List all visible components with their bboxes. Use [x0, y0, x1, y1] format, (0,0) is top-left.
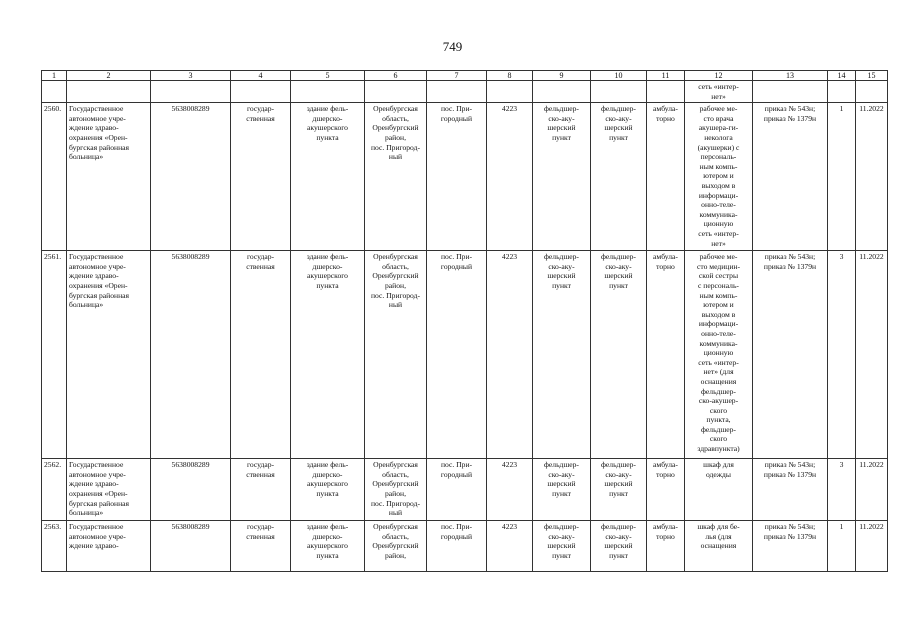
settlement-cell: пос. При- городный: [427, 521, 487, 572]
unit-cell: фельдшер- ско-аку- шерский пункт: [533, 103, 591, 251]
settlement-cell: пос. При- городный: [427, 459, 487, 521]
order-cell: приказ № 543н; приказ № 1379н: [753, 459, 828, 521]
unit-type-cell: фельдшер- ско-аку- шерский пункт: [591, 103, 647, 251]
quantity-cell: 3: [828, 251, 856, 459]
ownership-cell: государ- ственная: [231, 459, 291, 521]
equipment-cell: рабочее ме- сто медицин- ской сестры с персональ- ным компь- ютером и выходом в информаци- онно-теле- коммуника- ционную сеть «интер- нет» (для оснащения фельдшер- ско-акушер- ского пункта, фельдшер- ского здравпункта): [685, 251, 753, 459]
settlement-cell: пос. При- городный: [427, 251, 487, 459]
column-number: 5: [291, 71, 365, 81]
column-number: 12: [685, 71, 753, 81]
order-cell: приказ № 543н; приказ № 1379н: [753, 521, 828, 572]
address-cell: Оренбургская область, Оренбургский район,: [365, 521, 427, 572]
unit-type-cell: фельдшер- ско-аку- шерский пункт: [591, 251, 647, 459]
inn-cell: 5638008289: [151, 103, 231, 251]
order-cell: приказ № 543н; приказ № 1379н: [753, 251, 828, 459]
page-number: 749: [442, 39, 463, 54]
column-number: 1: [42, 71, 67, 81]
code-cell: 4223: [487, 521, 533, 572]
column-number: 4: [231, 71, 291, 81]
ownership-cell: государ- ственная: [231, 103, 291, 251]
date-cell: 11.2022: [856, 521, 888, 572]
date-cell: 11.2022: [856, 251, 888, 459]
unit-cell: фельдшер- ско-аку- шерский пункт: [533, 459, 591, 521]
equipment-cell: шкаф для бе- лья (для оснащения: [685, 521, 753, 572]
column-number: 11: [647, 71, 685, 81]
row-number-cell: 2563.: [42, 521, 67, 572]
column-number: 3: [151, 71, 231, 81]
organization-cell: Государственное автономное учре- ждение здраво- охранения «Орен- бургская районная больница»: [67, 459, 151, 521]
care-condition-cell: амбула- торно: [647, 103, 685, 251]
organization-cell: Государственное автономное учре- ждение здраво-: [67, 521, 151, 572]
quantity-cell: 1: [828, 521, 856, 572]
continuation-row: [42, 81, 888, 103]
building-cell: здание фель- дшерско- акушерского пункта: [291, 521, 365, 572]
table-row: [42, 459, 888, 521]
care-condition-cell: амбула- торно: [647, 459, 685, 521]
row-number-cell: 2560.: [42, 103, 67, 251]
column-number: 10: [591, 71, 647, 81]
organization-cell: Государственное автономное учре- ждение здраво- охранения «Орен- бургская районная больница»: [67, 103, 151, 251]
equipment-cell: сеть «интер- нет»: [685, 81, 753, 103]
unit-cell: фельдшер- ско-аку- шерский пункт: [533, 521, 591, 572]
date-cell: 11.2022: [856, 103, 888, 251]
code-cell: 4223: [487, 251, 533, 459]
address-cell: Оренбургская область, Оренбургский район, пос. Пригород- ный: [365, 251, 427, 459]
row-number-cell: 2562.: [42, 459, 67, 521]
code-cell: 4223: [487, 459, 533, 521]
quantity-cell: 3: [828, 459, 856, 521]
building-cell: здание фель- дшерско- акушерского пункта: [291, 103, 365, 251]
ownership-cell: государ- ственная: [231, 521, 291, 572]
code-cell: 4223: [487, 103, 533, 251]
column-number: 6: [365, 71, 427, 81]
column-number: 13: [753, 71, 828, 81]
settlement-cell: пос. При- городный: [427, 103, 487, 251]
address-cell: Оренбургская область, Оренбургский район, пос. Пригород- ный: [365, 103, 427, 251]
building-cell: здание фель- дшерско- акушерского пункта: [291, 251, 365, 459]
unit-cell: фельдшер- ско-аку- шерский пункт: [533, 251, 591, 459]
inn-cell: 5638008289: [151, 251, 231, 459]
table-row: [42, 521, 888, 572]
building-cell: здание фель- дшерско- акушерского пункта: [291, 459, 365, 521]
date-cell: 11.2022: [856, 459, 888, 521]
unit-type-cell: фельдшер- ско-аку- шерский пункт: [591, 459, 647, 521]
table-row: [42, 103, 888, 251]
column-number: 14: [828, 71, 856, 81]
inn-cell: 5638008289: [151, 521, 231, 572]
care-condition-cell: амбула- торно: [647, 251, 685, 459]
column-number: 15: [856, 71, 888, 81]
order-cell: приказ № 543н; приказ № 1379н: [753, 103, 828, 251]
column-number-row: [42, 71, 888, 81]
ownership-cell: государ- ственная: [231, 251, 291, 459]
registry-table: [41, 70, 888, 572]
equipment-cell: рабочее ме- сто врача акушера-ги- неколога (акушерки) с персональ- ным компь- ютером и выходом в информаци- онно-теле- коммуника- ционную сеть «интер- нет»: [685, 103, 753, 251]
table-row: [42, 251, 888, 459]
row-number-cell: 2561.: [42, 251, 67, 459]
inn-cell: 5638008289: [151, 459, 231, 521]
care-condition-cell: амбула- торно: [647, 521, 685, 572]
column-number: 2: [67, 71, 151, 81]
column-number: 9: [533, 71, 591, 81]
unit-type-cell: фельдшер- ско-аку- шерский пункт: [591, 521, 647, 572]
column-number: 8: [487, 71, 533, 81]
quantity-cell: 1: [828, 103, 856, 251]
organization-cell: Государственное автономное учре- ждение здраво- охранения «Орен- бургская районная больница»: [67, 251, 151, 459]
equipment-cell: шкаф для одежды: [685, 459, 753, 521]
address-cell: Оренбургская область, Оренбургский район, пос. Пригород- ный: [365, 459, 427, 521]
column-number: 7: [427, 71, 487, 81]
